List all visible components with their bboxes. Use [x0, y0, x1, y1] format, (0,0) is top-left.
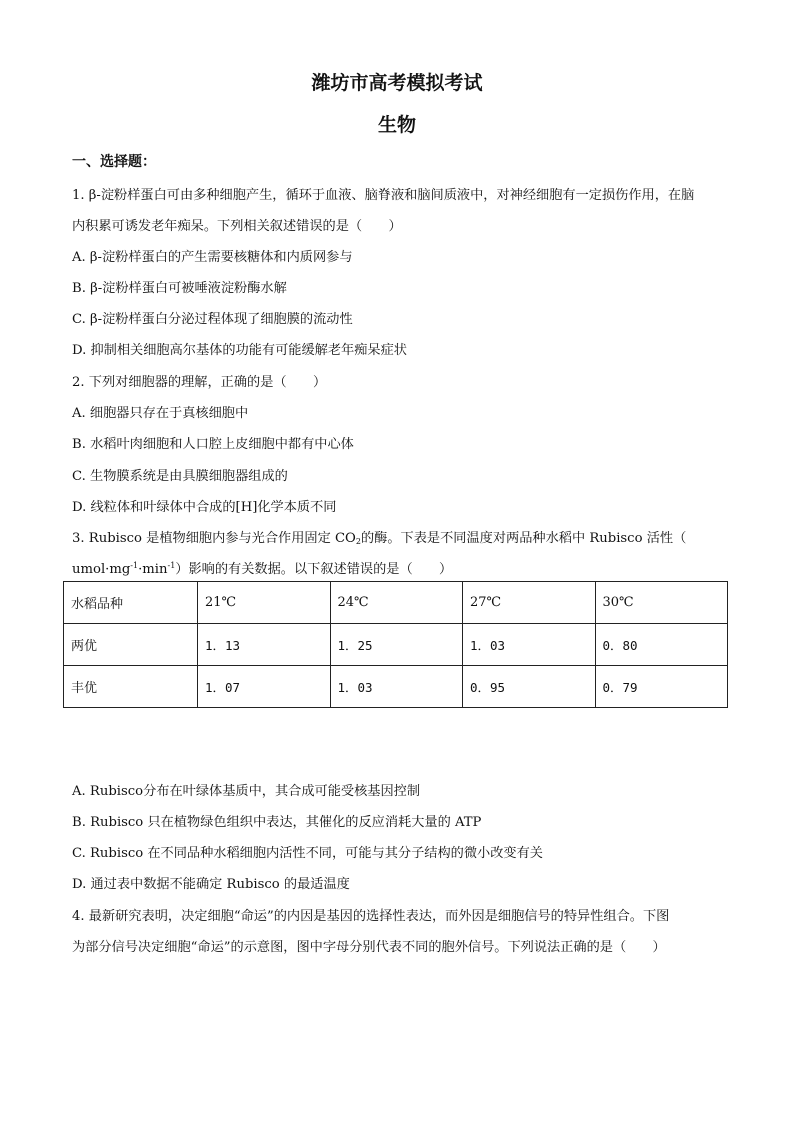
- table-cell: 0．80: [595, 624, 728, 666]
- q4-stem-line1: 4. 最新研究表明，决定细胞“命运”的内因是基因的选择性表达，而外因是细胞信号的特异性组合。下图: [72, 909, 670, 924]
- q2-stem: 2. 下列对细胞器的理解，正确的是（ ）: [72, 375, 327, 390]
- q1-option-a: A. β-淀粉样蛋白的产生需要核糖体和内质网参与: [72, 250, 353, 265]
- q2-option-c: C. 生物膜系统是由具膜细胞器组成的: [72, 469, 288, 484]
- q2-option-b: B. 水稻叶肉细胞和人口腔上皮细胞中都有中心体: [72, 437, 354, 452]
- q1-option-c: C. β-淀粉样蛋白分泌过程体现了细胞膜的流动性: [72, 312, 353, 327]
- table-header-cell: 27℃: [463, 582, 596, 624]
- q3-option-b: B. Rubisco 只在植物绿色组织中表达，其催化的反应消耗大量的 ATP: [72, 815, 482, 830]
- q2-option-d: D. 线粒体和叶绿体中合成的[H]化学本质不同: [72, 500, 337, 515]
- table-header-cell: 30℃: [595, 582, 728, 624]
- section-heading: 一、选择题：: [72, 154, 156, 170]
- q4-stem-line2: 为部分信号决定细胞“命运”的示意图，图中字母分别代表不同的胞外信号。下列说法正确的是（ ）: [72, 940, 666, 955]
- table-row: [64, 624, 728, 666]
- q3-stem-line2: $umol\cdot mg^{-1}\cdot\min^{-1}$）影响的有关数据。以下叙述错误的是（ ）: [72, 561, 453, 577]
- table-cell: 0．95: [463, 666, 596, 708]
- table-row: [64, 666, 728, 708]
- table-header-row: [64, 582, 728, 624]
- table-cell: 1．25: [330, 624, 463, 666]
- table-cell: 1．03: [463, 624, 596, 666]
- q3-stem-line1: 3. Rubisco 是植物细胞内参与光合作用固定 $CO_2$的酶。下表是不同温度对两品种水稻中 Rubisco 活性（: [72, 531, 687, 546]
- table-header-cell: 水稻品种: [64, 582, 198, 624]
- table-header-cell: 24℃: [330, 582, 463, 624]
- q3-option-d: D. 通过表中数据不能确定 Rubisco 的最适温度: [72, 877, 350, 892]
- rubisco-activity-table: [63, 581, 728, 708]
- exam-title: 潍坊市高考模拟考试: [311, 72, 483, 94]
- table-cell: 丰优: [64, 666, 198, 708]
- q3-option-a: A. Rubisco分布在叶绿体基质中，其合成可能受核基因控制: [72, 784, 421, 799]
- table-cell: 1．13: [198, 624, 331, 666]
- q1-option-b: B. β-淀粉样蛋白可被唾液淀粉酶水解: [72, 281, 287, 296]
- table-cell: 0．79: [595, 666, 728, 708]
- table-cell: 两优: [64, 624, 198, 666]
- q1-option-d: D. 抑制相关细胞高尔基体的功能有可能缓解老年痴呆症状: [72, 343, 407, 358]
- q1-stem-line1: 1. β-淀粉样蛋白可由多种细胞产生，循环于血液、脑脊液和脑间质液中，对神经细胞有一定损伤作用，在脑: [72, 188, 695, 203]
- table-cell: 1．07: [198, 666, 331, 708]
- q2-option-a: A. 细胞器只存在于真核细胞中: [72, 406, 249, 421]
- q3-option-c: C. Rubisco 在不同品种水稻细胞内活性不同，可能与其分子结构的微小改变有关: [72, 846, 543, 861]
- q1-stem-line2: 内积累可诱发老年痴呆。下列相关叙述错误的是（ ）: [72, 219, 402, 234]
- subject-title: 生物: [377, 114, 416, 136]
- table-header-cell: 21℃: [198, 582, 331, 624]
- table-cell: 1．03: [330, 666, 463, 708]
